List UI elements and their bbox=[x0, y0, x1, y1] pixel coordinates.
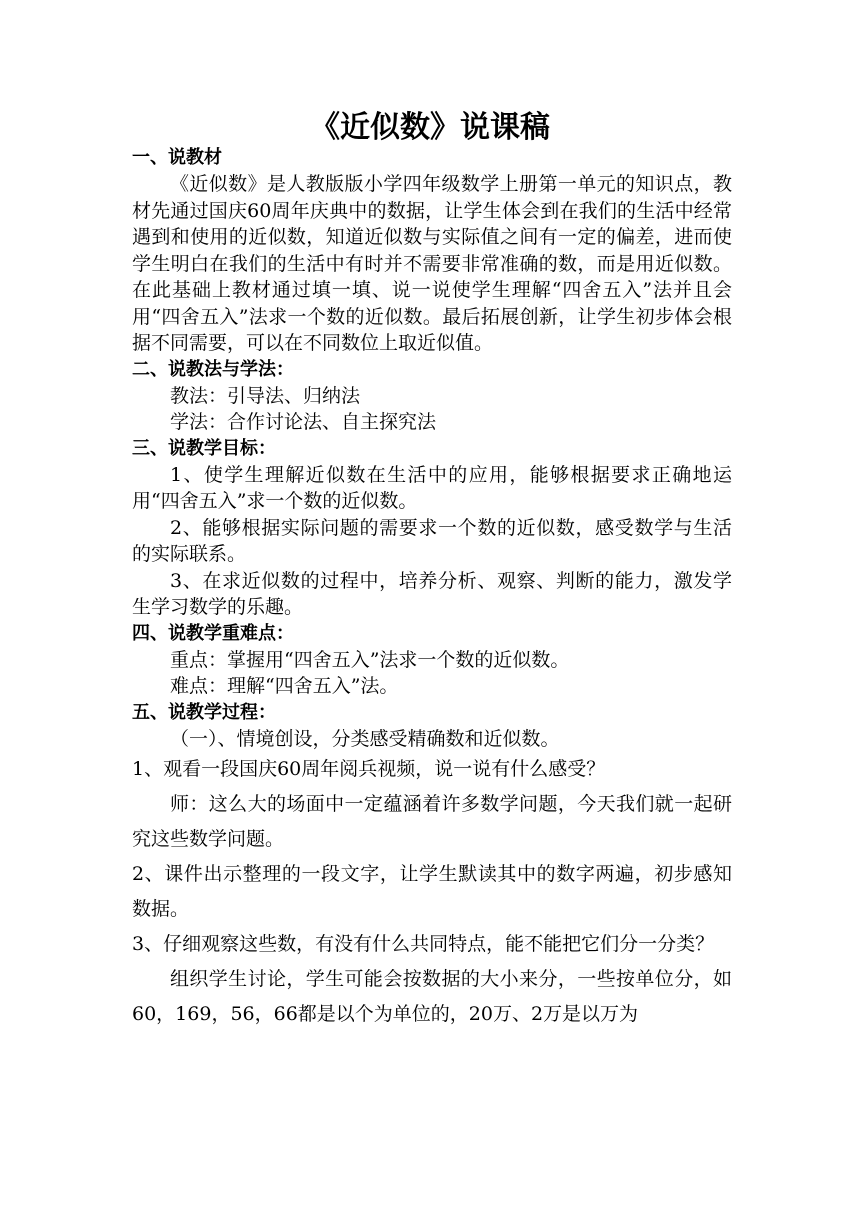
goal-item-3: 3、在求近似数的过程中，培养分析、观察、判断的能力，激发学生学习数学的乐趣。 bbox=[132, 569, 732, 618]
document-body bbox=[132, 145, 732, 1032]
difficulty-line: 难点：理解“四舍五入”法。 bbox=[170, 675, 399, 697]
process-subheading: （一）、情境创设，分类感受精确数和近似数。 bbox=[170, 727, 560, 750]
process-item-1: 1、观看一段国庆60周年阅兵视频，说一说有什么感受？ bbox=[132, 758, 606, 780]
document-title: 《近似数》说课稿 bbox=[310, 110, 550, 145]
process-item-3: 3、仔细观察这些数，有没有什么共同特点，能不能把它们分一分类？ bbox=[132, 933, 715, 955]
teaching-method-line: 教法：引导法、归纳法 bbox=[170, 384, 361, 407]
textbook-paragraph: 《近似数》是人教版版小学四年级数学上册第一单元的知识点，教材先通过国庆60周年庆典中的数据，让学生体会到在我们的生活中经常遇到和使用的近似数，知道近似数与实际值之间有一定的偏差，进而使学生明白在我们的生活中有时并不需要非常准确的数，而是用近似数。在此基础上教材通过填一填、说一说使学生理解“四舍五入”法并且会用“四舍五入”法求一个数的近似数。最后拓展创新，让学生初步体会根据不同需要，可以在不同数位上取近似值。 bbox=[132, 173, 732, 354]
section-heading-goals: 三、说教学目标： bbox=[132, 437, 276, 459]
section-heading-textbook: 一、说教材 bbox=[132, 147, 222, 168]
discussion-paragraph: 组织学生讨论，学生可能会按数据的大小来分，一些按单位分，如60，169，56，66都是以个为单位的，20万、2万是以万为 bbox=[132, 968, 732, 1025]
key-point-line: 重点：掌握用“四舍五入”法求一个数的近似数。 bbox=[170, 648, 570, 671]
process-item-2: 2、课件出示整理的一段文字，让学生默读其中的数字两遍，初步感知数据。 bbox=[132, 863, 732, 920]
goal-item-2: 2、能够根据实际问题的需要求一个数的近似数，感受数学与生活的实际联系。 bbox=[132, 516, 732, 565]
teacher-remark: 师：这么大的场面中一定蕴涵着许多数学问题，今天我们就一起研究这些数学问题。 bbox=[132, 793, 732, 850]
section-heading-methods: 二、说教法与学法： bbox=[132, 358, 294, 380]
section-heading-key-points: 四、说教学重难点： bbox=[132, 622, 294, 644]
learning-method-line: 学法：合作讨论法、自主探究法 bbox=[170, 411, 437, 433]
goal-item-1: 1、使学生理解近似数在生活中的应用，能够根据要求正确地运用“四舍五入”求一个数的近似数。 bbox=[132, 463, 732, 512]
section-heading-process: 五、说教学过程： bbox=[132, 701, 276, 723]
